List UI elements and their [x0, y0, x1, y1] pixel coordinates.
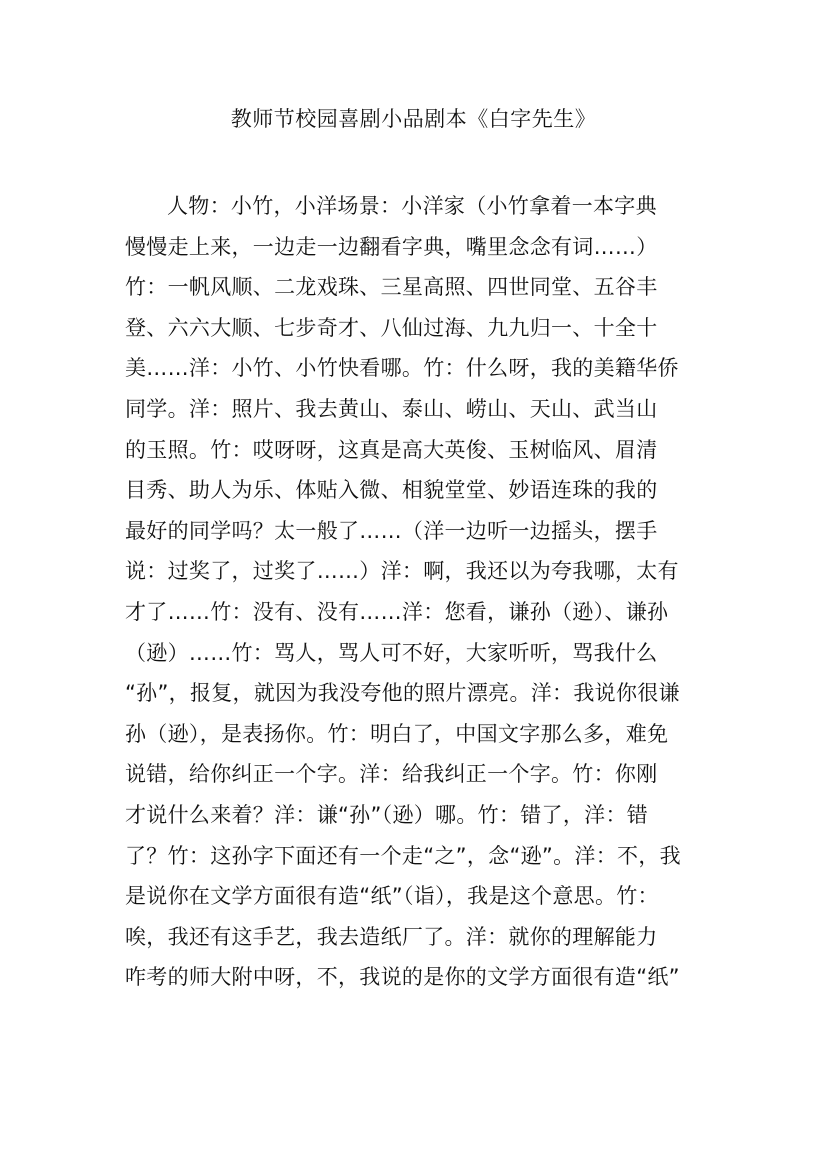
script-body [125, 186, 705, 998]
body-line: 的玉照。竹：哎呀呀，这真是高大英俊、玉树临风、眉清 [125, 437, 658, 462]
body-line: 登、六六大顺、七步奇才、八仙过海、九九归一、十全十 [125, 315, 658, 340]
body-line: 是说你在文学方面很有造“纸”（诣），我是这个意思。竹： [125, 884, 659, 909]
body-line: 人物：小竹，小洋场景：小洋家（小竹拿着一本字典 [167, 194, 657, 218]
body-line: 唉，我还有这手艺，我去造纸厂了。洋：就你的理解能力 [125, 924, 658, 949]
document-title: 教师节校园喜剧小品剧本《白字先生》 [230, 107, 597, 131]
body-line: 说：过奖了，过奖了……）洋：啊，我还以为夸我哪，太有 [125, 559, 679, 584]
body-line: 竹：一帆风顺、二龙戏珠、三星高照、四世同堂、五谷丰 [125, 275, 658, 300]
body-line: 才了……竹：没有、没有……洋：您看，谦孙（逊）、谦孙 [125, 599, 669, 624]
body-line: 最好的同学吗？太一般了……（洋一边听一边摇头，摆手 [125, 518, 658, 543]
body-line: 目秀、助人为乐、体贴入微、相貌堂堂、妙语连珠的我的 [125, 478, 658, 503]
body-line: “孙”，报复，就因为我没夸他的照片漂亮。洋：我说你很谦 [125, 681, 680, 706]
body-line: 才说什么来着？洋：谦“孙”（逊）哪。竹：错了，洋：错 [125, 802, 649, 827]
body-line: 孙（逊），是表扬你。竹：明白了，中国文字那么多，难免 [125, 721, 669, 746]
body-line: 了？竹：这孙字下面还有一个走“之”，念“逊”。洋：不，我 [125, 843, 681, 868]
body-line: 美……洋：小竹、小竹快看哪。竹：什么呀，我的美籍华侨 [125, 356, 679, 381]
body-line: 慢慢走上来，一边走一边翻看字典，嘴里念念有词……） [125, 234, 658, 259]
body-line: 同学。洋：照片、我去黄山、泰山、崂山、天山、武当山 [125, 396, 658, 421]
body-line: 说错，给你纠正一个字。洋：给我纠正一个字。竹：你刚 [125, 762, 658, 787]
body-line: （逊）……竹：骂人，骂人可不好，大家听听，骂我什么 [125, 640, 658, 665]
body-line: 咋考的师大附中呀，不，我说的是你的文学方面很有造“纸” [125, 965, 680, 990]
